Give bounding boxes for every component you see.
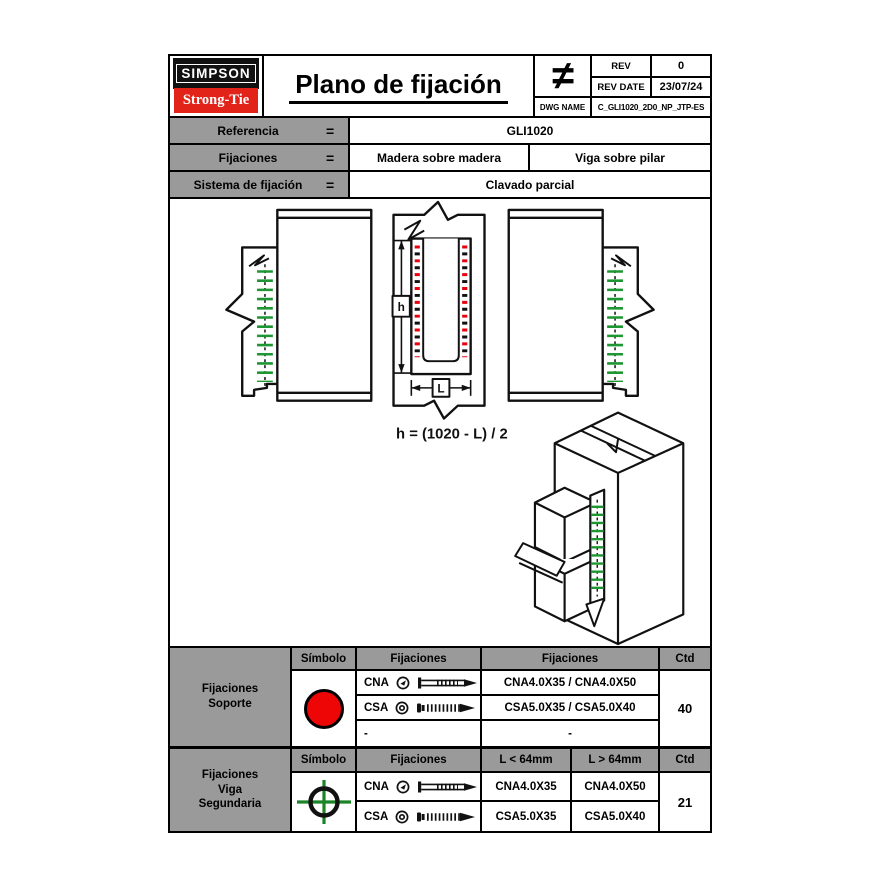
dim-l-label: L: [437, 381, 445, 396]
beam-csa-gt: CSA5.0X40: [572, 802, 660, 831]
sistema-label: Sistema de fijación: [193, 177, 303, 192]
header-simbolo: Símbolo: [292, 648, 357, 671]
beam-symbol-cell: [292, 773, 357, 831]
fixing-code: CNA: [364, 780, 389, 793]
info-row-sistema: [170, 172, 710, 199]
simpson-strongtie-logo: [170, 56, 264, 116]
equals-sign: =: [326, 122, 335, 139]
fijaciones-label: Fijaciones: [218, 150, 278, 165]
sheet-title-cell: [264, 56, 533, 116]
rev-value: 0: [650, 56, 710, 76]
fixing-code: CNA: [364, 676, 389, 689]
reference-info-table: [170, 118, 710, 199]
drawing-sheet: [168, 54, 712, 833]
technical-drawing-svg: [170, 199, 710, 646]
equals-sign: =: [326, 149, 335, 166]
beam-csa-lt: CSA5.0X35: [482, 802, 572, 831]
fixing-row-csa: [357, 696, 482, 721]
sheet-title: Plano de fijación: [289, 69, 508, 104]
left-side-view: [226, 210, 371, 401]
referencia-value: GLI1020: [506, 123, 554, 138]
header-simbolo: Símbolo: [292, 749, 357, 773]
fixing-name-cna: CNA4.0X35 / CNA4.0X50: [482, 671, 660, 696]
beam-symbol-crosshair-icon: [295, 779, 353, 825]
screw-head-icon: [395, 810, 409, 824]
support-symbol-cell: [292, 671, 357, 746]
beam-cna-gt: CNA4.0X50: [572, 773, 660, 802]
beam-table-label: Fijaciones Viga Segundaria: [170, 749, 292, 831]
logo-simpson-text: SIMPSON: [176, 64, 256, 83]
dwg-name-label: DWG NAME: [535, 96, 590, 116]
rev-label: REV: [590, 56, 650, 76]
drawing-area: [170, 199, 710, 646]
sistema-label-cell: [170, 172, 350, 197]
support-symbol-icon: [304, 689, 344, 729]
referencia-label-cell: [170, 118, 350, 143]
dim-h-label: h: [397, 300, 405, 315]
fixing-code: CSA: [364, 810, 389, 823]
beam-qty: 21: [660, 773, 710, 831]
logo-simpson: [174, 59, 258, 88]
nail-head-icon: [396, 676, 410, 690]
support-qty: 40: [660, 671, 710, 746]
beam-fixings-table: [170, 749, 710, 831]
logo-strongtie: Strong-Tie: [174, 88, 258, 113]
sistema-value: Clavado parcial: [485, 177, 575, 192]
nail-head-icon: [396, 780, 410, 794]
fixing-name-csa: CSA5.0X35 / CSA5.0X40: [482, 696, 660, 721]
support-fixings-table: [170, 646, 710, 749]
nail-side-icon: [417, 780, 479, 794]
fixing-row-cna: [357, 671, 482, 696]
header-l-gt-64: L > 64mm: [572, 749, 660, 773]
header-fijaciones-icons: Fijaciones: [357, 648, 482, 671]
height-formula: h = (1020 - L) / 2: [396, 426, 508, 443]
fijaciones-value-2: Viga sobre pilar: [575, 150, 665, 165]
section-view: [393, 202, 485, 419]
fixing-row-empty: -: [357, 721, 482, 746]
beam-left: [277, 210, 371, 401]
beam-cna-lt: CNA4.0X35: [482, 773, 572, 802]
header-ctd: Ctd: [660, 648, 710, 671]
rev-date-value: 23/07/24: [650, 76, 710, 96]
header-l-lt-64: L < 64mm: [482, 749, 572, 773]
screw-head-icon: [395, 701, 409, 715]
screw-side-icon: [416, 701, 478, 715]
isometric-view: [515, 413, 683, 644]
equals-sign: =: [326, 176, 335, 193]
nail-side-icon: [417, 676, 479, 690]
fijaciones-value-1: Madera sobre madera: [350, 145, 530, 170]
fixing-name-empty: -: [482, 721, 660, 746]
revision-block: [533, 56, 710, 116]
screw-side-icon: [416, 810, 478, 824]
dwg-name-value: C_GLI1020_2D0_NP_JTP-ES: [590, 96, 710, 116]
title-block: [170, 56, 710, 118]
fixing-code: CSA: [364, 701, 389, 714]
rev-date-label: REV DATE: [590, 76, 650, 96]
support-table-label: Fijaciones Soporte: [170, 648, 292, 746]
fixing-row-cna: [357, 773, 482, 802]
not-equal-icon: ≠: [551, 54, 574, 98]
header-ctd: Ctd: [660, 749, 710, 773]
beam-right: [509, 210, 603, 401]
header-fijaciones-names: Fijaciones: [482, 648, 660, 671]
info-row-referencia: [170, 118, 710, 145]
fixing-row-csa: [357, 802, 482, 831]
fijaciones-label-cell: [170, 145, 350, 170]
info-row-fijaciones: [170, 145, 710, 172]
right-side-view: [509, 210, 654, 401]
header-fijaciones: Fijaciones: [357, 749, 482, 773]
referencia-label: Referencia: [217, 123, 279, 138]
